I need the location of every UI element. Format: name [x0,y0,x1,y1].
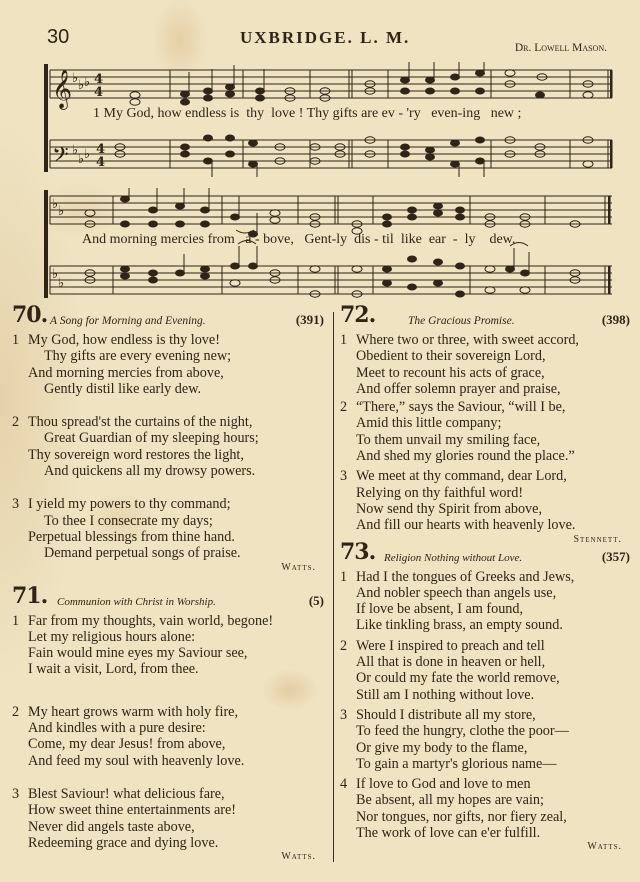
stanza [340,399,630,464]
verse-line: Let my religious hours alone: [28,628,196,645]
verse-line: And morning mercies from above, [28,364,224,381]
verse-line: Fain would mine eyes my Saviour see, [28,645,248,662]
verse-line: Come, my dear Jesus! from above, [28,736,226,753]
verse-number: 1 [340,568,348,585]
verse-number: 1 [12,612,20,629]
svg-text:♭: ♭ [72,143,79,158]
stanza [12,786,324,851]
hymn-author: Watts. [587,841,622,853]
verse-line: If love to God and love to men [356,776,531,793]
verse-line: Or give my body to the flame, [356,739,528,756]
verse-line: And kindles with a pure desire: [28,720,206,737]
left-column [12,302,324,863]
verse-line: Never did angels taste above, [28,818,195,835]
verse-line: Redeeming grace and dying love. [28,834,219,851]
verse-line: My God, how endless is thy love! [28,332,220,348]
svg-text:♭: ♭ [58,204,65,219]
verse-line: If love be absent, I am found, [356,601,524,618]
verse-line: “There,” says the Saviour, “will I be, [356,399,566,416]
svg-text:4: 4 [94,72,104,87]
hymn-reference: (391) [295,312,324,327]
verse-number: 3 [12,785,20,802]
stanza [12,496,324,561]
music-lyric-line-1: 1 My God, how endless is thy love ! Thy gifts are ev - 'ry even-ing new ; [93,106,522,121]
hymn-heading [12,302,324,332]
hymn-author: Stennett. [573,533,622,545]
verse-line: And shed my glories round the place.” [356,448,575,465]
verse-line: How sweet thine entertainments are! [28,802,237,819]
verse-line: Like tinkling brass, an empty sound. [356,617,563,634]
verse-line: Great Guardian of my sleeping hours; [44,430,259,447]
verse-line: Thy sovereign word restores the light, [28,446,244,463]
svg-text:♭: ♭ [52,197,59,212]
verse-number: 3 [12,496,20,513]
verse-line: To thee I consecrate my days; [44,512,213,529]
verse-line: Thy gifts are every evening new; [44,348,232,365]
stanza [340,638,630,703]
hymn-70 [12,302,324,574]
verse-line: Demand perpetual songs of praise. [44,545,241,562]
hymn-number: 72. [340,302,376,328]
stanza [340,776,630,841]
hymn-subtitle: The Gracious Promise. [408,315,515,327]
stanza [12,704,324,769]
hymn-number: 71. [12,582,48,609]
verse-line: Be absent, all my hopes are vain; [356,792,544,809]
verse-line: Thou spread'st the curtains of the night, [28,414,253,431]
verse-line: My heart grows warm with holy fire, [28,703,239,720]
page-number: 30 [47,26,70,48]
svg-text:♭: ♭ [78,78,85,93]
hymn-heading [12,582,324,613]
hymn-author: Watts. [281,561,316,573]
verse-line: Far from my thoughts, vain world, begone! [28,612,274,629]
verse-number: 2 [12,703,20,720]
verse-line: And nobler speech than angels use, [356,584,557,601]
verse-line: To gain a martyr's glorious name— [356,755,557,772]
hymn-71 [12,582,324,864]
verse-line: Were I inspired to preach and tell [356,637,545,654]
music-system-1 [40,62,615,177]
verse-number: 2 [340,637,348,654]
svg-text:♭: ♭ [84,147,91,162]
verse-number: 3 [340,468,348,485]
svg-text:4: 4 [94,85,104,100]
verse-line: To feed the hungry, clothe the poor— [356,723,569,740]
verse-line: We meet at thy command, dear Lord, [356,468,567,485]
verse-line: And feed my soul with heavenly love. [28,752,245,769]
verse-line: Perpetual blessings from thine hand. [28,528,235,545]
hymn-subtitle: Religion Nothing without Love. [384,551,523,564]
svg-text:𝄢: 𝄢 [52,143,69,173]
verse-line: Or could my fate the world remove, [356,670,560,687]
svg-text:4: 4 [96,142,106,157]
svg-text:♭: ♭ [72,71,79,86]
verse-line: Meet to recount his acts of grace, [356,364,545,381]
hymn-72 [340,302,630,546]
right-column [340,302,630,853]
stanza [12,332,324,397]
music-lyric-line-2: And morning mercies from a - bove, Gent-ly dis - til like ear - ly dew. [82,232,516,247]
tune-title: UXBRIDGE. L. M. [240,28,411,47]
svg-text:♭: ♭ [52,267,59,282]
verse-line: I wait a visit, Lord, from thee. [28,661,199,678]
hymn-reference: (5) [308,592,324,608]
verse-line: Relying on thy faithful word! [356,484,524,501]
stanza [340,332,630,397]
verse-line: Now send thy Spirit from above, [356,500,542,517]
hymn-subtitle: Communion with Christ in Worship. [57,595,216,608]
verse-number: 1 [12,332,20,348]
verse-line: Gently distil like early dew. [44,380,202,397]
svg-text:♭: ♭ [58,276,65,291]
verse-line: Amid this little company; [356,415,502,432]
verse-line: Blest Saviour! what delicious fare, [28,785,225,802]
verse-number: 3 [340,706,348,723]
composer: Dr. Lowell Mason. [514,42,607,54]
stanza [340,468,630,533]
hymn-heading [340,302,630,332]
verse-number: 2 [340,399,348,416]
stanza [340,569,630,634]
verse-line: And quickens all my drowsy powers. [44,463,256,480]
verse-number: 1 [340,332,348,348]
stanza [12,613,324,678]
verse-line: Nor tongues, nor gifts, nor fiery zeal, [356,808,567,825]
verse-line: I yield my powers to thy command; [28,496,231,513]
verse-line: Should I distribute all my store, [356,706,536,723]
hymn-author: Watts. [281,851,316,863]
page-header [0,26,640,54]
column-divider [333,312,334,862]
verse-line: The work of love can e'er fulfill. [356,825,541,842]
svg-text:4: 4 [96,155,106,170]
verse-line: Obedient to their sovereign Lord, [356,348,546,365]
svg-text:♭: ♭ [84,75,91,90]
verse-number: 4 [340,776,348,793]
svg-text:♭: ♭ [78,152,85,167]
hymn-reference: (357) [601,548,630,564]
svg-text:𝄞: 𝄞 [52,69,73,109]
verse-number: 2 [12,414,20,431]
verse-line: All that is done in heaven or hell, [356,654,546,671]
hymn-reference: (398) [601,312,630,327]
verse-line: And offer solemn prayer and praise, [356,380,561,397]
hymn-subtitle: A Song for Morning and Evening. [50,315,206,327]
verse-line: And fill our hearts with heavenly love. [356,517,576,534]
hymn-number: 73. [340,538,376,565]
verse-line: Still am I nothing without love. [356,686,535,703]
stanza [12,414,324,479]
verse-line: Where two or three, with sweet accord, [356,332,579,348]
hymn-number: 70. [12,302,48,328]
music-system-2 [40,188,615,303]
stanza [340,707,630,772]
verse-line: To them unvail my smiling face, [356,431,541,448]
verse-line: Had I the tongues of Greeks and Jews, [356,568,575,585]
